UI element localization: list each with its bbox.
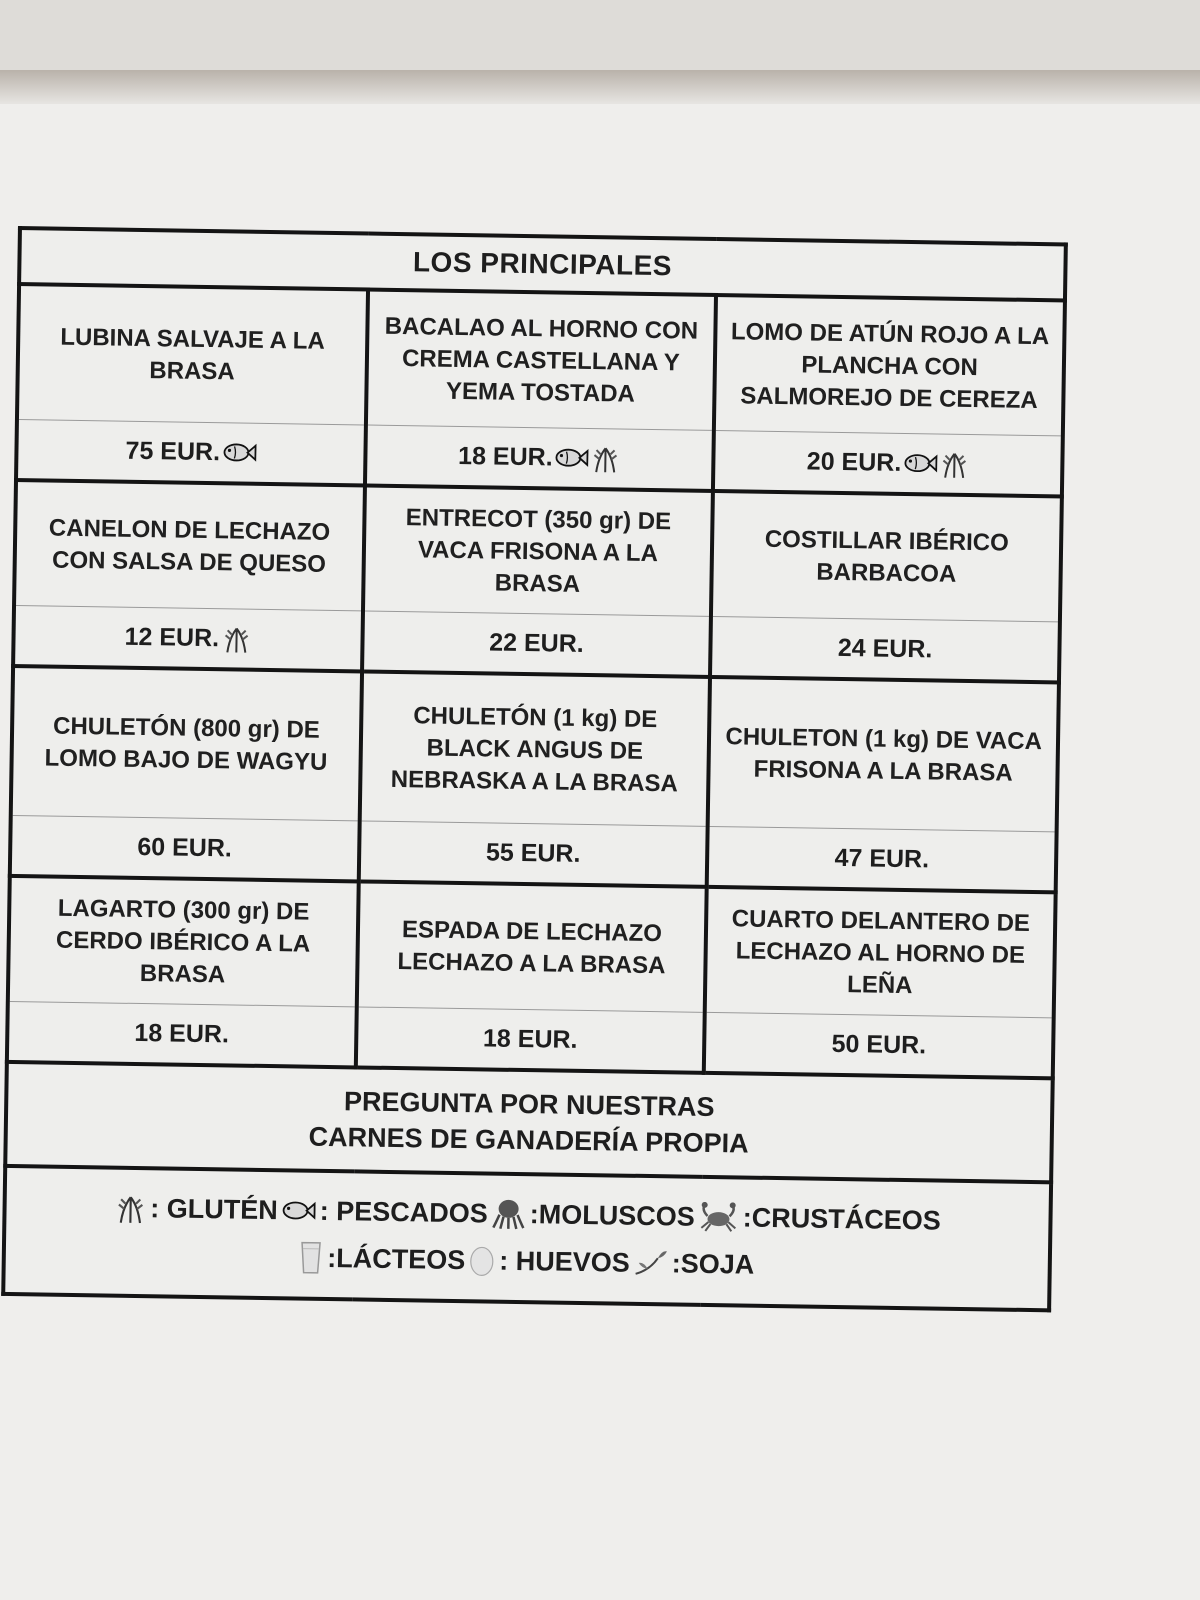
dish-name: CHULETÓN (1 kg) DE BLACK ANGUS DE NEBRASKA A LA BRASA [361,673,708,826]
legend-line [114,1192,941,1237]
legend-eggs: : HUEVOS [499,1245,631,1278]
dish-name: CUARTO DELANTERO DE LECHAZO AL HORNO DE LEÑA [707,889,1054,1018]
dish-cell [10,666,362,881]
legend-cell [3,1166,1051,1310]
legend-fish: : PESCADOS [319,1195,489,1228]
dish-price-line [18,420,364,483]
fish-icon [222,441,256,464]
fish-icon [282,1199,316,1222]
menu-row [10,666,1059,892]
fish-icon [903,452,937,475]
dish-price-line [15,606,361,669]
egg-icon [469,1244,495,1276]
dish-cell [7,876,359,1067]
gluten-icon [939,449,969,479]
gluten-icon [590,443,620,473]
menu-row [16,284,1065,496]
dish-price-line [715,431,1061,494]
legend-gluten: : GLUTÉN [150,1192,279,1225]
dish-name: LOMO DE ATÚN ROJO A LA PLANCHA CON SALMOREJO DE CEREZA [716,297,1063,436]
legend-line [299,1241,755,1282]
dish-price: 75 EUR. [125,436,221,466]
dish-cell [365,290,717,491]
dish-price: 24 EUR. [837,633,933,663]
soy-sprout-icon [634,1248,668,1279]
gluten-icon [221,623,251,653]
dish-price-line [360,821,706,884]
dish-name: LAGARTO (300 gr) DE CERDO IBÉRICO A LA BRASA [10,878,357,1007]
dish-name: CHULETÓN (800 gr) DE LOMO BAJO DE WAGYU [13,668,360,821]
dish-price: 18 EUR. [482,1023,578,1054]
fish-icon [554,446,588,469]
milk-glass-icon [299,1241,324,1275]
dish-price-line [9,1002,355,1065]
note-line: CARNES DE GANADERÍA PROPIA [308,1121,749,1159]
dish-price: 47 EUR. [834,843,930,873]
dish-cell [704,887,1056,1078]
dish-name: ENTRECOT (350 gr) DE VACA FRISONA A LA BRASA [365,488,712,617]
dish-cell [358,671,710,886]
menu-table [1,226,1068,1312]
dish-name: CANELON DE LECHAZO CON SALSA DE QUESO [16,482,363,611]
dish-name: LUBINA SALVAJE A LA BRASA [19,286,366,425]
house-meat-note [7,1064,1050,1180]
dish-price: 22 EUR. [489,627,584,658]
octopus-icon [492,1198,526,1231]
gluten-icon [114,1192,146,1224]
legend-molluscs: :MOLUSCOS [529,1198,696,1232]
dish-price: 12 EUR. [124,622,220,652]
dish-price-line [706,1013,1052,1076]
dish-cell [362,485,714,676]
menu-row [7,876,1056,1078]
dish-price: 60 EUR. [137,832,233,862]
dish-price-line [712,617,1058,680]
dish-price: 18 EUR. [134,1018,230,1048]
dish-price: 55 EUR. [485,837,581,868]
dish-name: BACALAO AL HORNO CON CREMA CASTELLANA Y YEMA TOSTADA [368,292,715,431]
note-line: PREGUNTA POR NUESTRAS [343,1086,715,1123]
menu-title: LOS PRINCIPALES [412,246,673,282]
dish-name: CHULETON (1 kg) DE VACA FRISONA A LA BRASA [710,679,1057,832]
background-top [0,0,1200,70]
dish-price: 50 EUR. [831,1029,927,1059]
crab-icon [699,1202,739,1233]
dish-price: 18 EUR. [457,441,553,471]
menu-row [13,480,1062,682]
dish-name: ESPADA DE LECHAZO LECHAZO A LA BRASA [358,883,705,1012]
dish-cell [710,491,1062,682]
dish-price-line [367,426,713,489]
dish-price-line [12,816,358,879]
dish-cell [13,480,365,671]
legend-dairy: :LÁCTEOS [327,1242,466,1275]
dish-cell [713,295,1065,496]
note-cell [5,1062,1053,1182]
paper-fold-shadow [0,70,1200,104]
dish-cell [16,284,368,485]
dish-price-line [709,827,1055,890]
legend-soy: :SOJA [671,1247,755,1280]
dish-cell [707,677,1059,892]
dish-cell [355,881,707,1072]
dish-price-line [358,1007,704,1070]
dish-name: COSTILLAR IBÉRICO BARBACOA [713,493,1060,622]
dish-price: 20 EUR. [806,446,902,477]
dish-price-line [364,611,710,674]
menu-card [1,226,1068,1312]
legend-crustaceans: :CRUSTÁCEOS [742,1202,942,1236]
allergen-legend [5,1168,1049,1308]
